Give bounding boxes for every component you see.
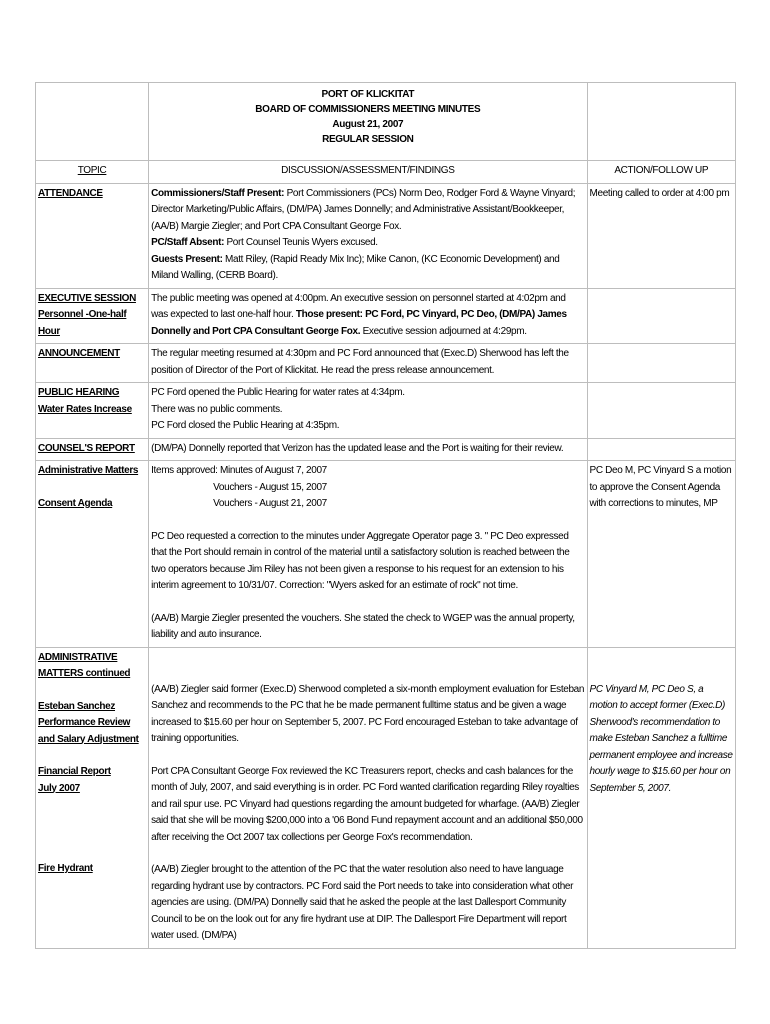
meeting-date: August 21, 2007 [332, 119, 404, 130]
table-row [36, 647, 736, 948]
document-title: BOARD OF COMMISSIONERS MEETING MINUTES [255, 104, 481, 115]
topic-column-header: TOPIC [36, 161, 149, 184]
table-row [36, 288, 736, 344]
session-type: REGULAR SESSION [322, 134, 414, 145]
discussion-column-header: DISCUSSION/ASSESSMENT/FINDINGS [149, 161, 587, 184]
counsel-action [587, 438, 736, 461]
admin-continued-discussion: (AA/B) Ziegler said former (Exec.D) Sherwood completed a six-month employment evaluation for Esteban Sanchez and recommends to the PC that he be made permanent fulltime status and be given a wage increased to $15.60 per hour on September 5, 2007. PC Ford encouraged Esteban to take advantage of training opportunities. Port CPA Consultant George Fox reviewed the KC Treasurers report, checks and cash balances for the month of July, 2007, and said everything is in order. PC Ford wanted clarification regarding Riley royalties and rail spur use. PC Vinyard had questions regarding the amount budgeted for wharfage. (AA/B) Ziegler said that she will be moving $200,000 into a '06 Bond Fund repayment account and an additional $50,000 after receiving the Oct 2007 tax collections per George Fox's recommendation. (AA/B) Ziegler brought to the attention of the PC that the water resolution also need to have language regarding hydrant use by contractors. PC Ford said the Port needs to take into consideration what other agencies are using. (DM/PA) Donnelly said that he asked the people at the last Dallesport Community Council to be on the look out for any fire hydrant use at DIP. The Dallesport Fire Department will report water used. (DM/PA) [149, 647, 587, 948]
table-row [36, 183, 736, 288]
header-row [36, 83, 736, 161]
table-row [36, 344, 736, 383]
topic-executive-session: EXECUTIVE SESSION Personnel -One-half Hour [36, 288, 149, 344]
hearing-discussion: PC Ford opened the Public Hearing for water rates at 4:34pm. There was no public comments. PC Ford closed the Public Hearing at 4:35pm. [149, 383, 587, 439]
action-column-header: ACTION/FOLLOW UP [587, 161, 736, 184]
topic-public-hearing: PUBLIC HEARING Water Rates Increase [36, 383, 149, 439]
topic-counsel-report: COUNSEL'S REPORT [36, 438, 149, 461]
header-right-cell [587, 83, 736, 161]
topic-admin-continued: ADMINISTRATIVE MATTERS continued Esteban Sanchez Performance Review and Salary Adjustment Financial Report July 2007 Fire Hydrant [36, 647, 149, 948]
minutes-table [35, 82, 736, 949]
topic-administrative-matters: Administrative Matters Consent Agenda [36, 461, 149, 648]
document-header [149, 83, 587, 161]
executive-action [587, 288, 736, 344]
table-row [36, 461, 736, 648]
table-row [36, 383, 736, 439]
admin-discussion: Items approved: Minutes of August 7, 2007 Vouchers - August 15, 2007 Vouchers - August 21, 2007 PC Deo requested a correction to the minutes under Aggregate Operator page 3. " PC Deo expressed that the Port should remain in control of the material until a satisfactory solution is reached between the two operators because Jim Riley has not been given a response to his request for an extension to his interim agreement to 10/31/07. Correction: "Wyers asked for an estimate of rock" not time. (AA/B) Margie Ziegler presented the vouchers. She stated the check to WGEP was the annual property, liability and auto insurance. [149, 461, 587, 648]
header-left-cell [36, 83, 149, 161]
attendance-discussion: Commissioners/Staff Present: Port Commissioners (PCs) Norm Deo, Rodger Ford & Wayne Vinyard; Director Marketing/Public Affairs, (DM/PA) James Donnelly; and Administrative Assistant/Bookkeeper, (AA/B) Margie Ziegler; and Port CPA Consultant George Fox. PC/Staff Absent: Port Counsel Teunis Wyers excused. Guests Present: Matt Riley, (Rapid Ready Mix Inc); Mike Canon, (KC Economic Development) and Miland Walling, (CERB Board). [149, 183, 587, 288]
column-header-row [36, 161, 736, 184]
topic-attendance: ATTENDANCE [36, 183, 149, 288]
org-name: PORT OF KLICKITAT [321, 89, 415, 100]
announcement-action [587, 344, 736, 383]
attendance-action: Meeting called to order at 4:00 pm [587, 183, 736, 288]
announcement-discussion: The regular meeting resumed at 4:30pm and PC Ford announced that (Exec.D) Sherwood has left the position of Director of the Port of Klickitat. He read the press release announcement. [149, 344, 587, 383]
counsel-discussion: (DM/PA) Donnelly reported that Verizon has the updated lease and the Port is waiting for their review. [149, 438, 587, 461]
table-row [36, 438, 736, 461]
admin-continued-action: PC Vinyard M, PC Deo S, a motion to accept former (Exec.D) Sherwood's recommendation to make Esteban Sanchez a fulltime permanent employee and increase hourly wage to $15.60 per hour on September 5, 2007. [587, 647, 736, 948]
hearing-action [587, 383, 736, 439]
executive-discussion: The public meeting was opened at 4:00pm. An executive session on personnel started at 4:02pm and was expected to last one-half hour. Those present: PC Ford, PC Vinyard, PC Deo, (DM/PA) James Donnelly and Port CPA Consultant George Fox. Executive session adjourned at 4:29pm. [149, 288, 587, 344]
admin-action: PC Deo M, PC Vinyard S a motion to approve the Consent Agenda with corrections to minutes, MP [587, 461, 736, 648]
topic-announcement: ANNOUNCEMENT [36, 344, 149, 383]
